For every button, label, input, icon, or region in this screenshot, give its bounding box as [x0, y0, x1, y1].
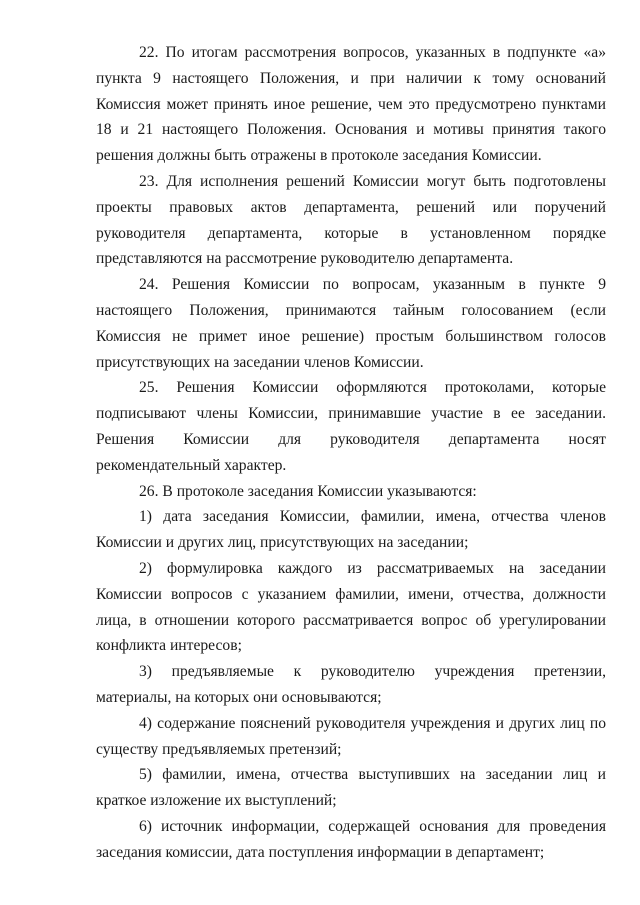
paragraph-23: 23. Для исполнения решений Комиссии могут быть подготовлены проекты правовых актов департамента, решений или поручений руководителя департамента, которые в установленном порядке представляются на рассмотрение руководителю департамента.: [96, 172, 606, 268]
paragraph-22: 22. По итогам рассмотрения вопросов, указанных в подпункте «а» пункта 9 настоящего Положения, и при наличии к тому оснований Комиссия может принять иное решение, чем это предусмотрено пунктами 18 и 21 настоящего Положения. Основания и мотивы принятия такого решения должны быть отражены в протоколе заседания Комиссии.: [96, 44, 606, 165]
list-item-5: 5) фамилии, имена, отчества выступивших на заседании лиц и краткое изложение их выступлений;: [96, 766, 606, 810]
list-item-3: 3) предъявляемые к руководителю учреждения претензии, материалы, на которых они основываются;: [96, 663, 606, 706]
list-item-6: 6) источник информации, содержащей основания для проведения заседания комиссии, дата поступления информации в департамент;: [96, 817, 606, 861]
paragraph-25: 25. Решения Комиссии оформляются протоколами, которые подписывают члены Комиссии, принимавшие участие в ее заседании. Решения Комиссии для руководителя департамента носят рекомендательный характер.: [96, 379, 606, 474]
list-item-4: 4) содержание пояснений руководителя учреждения и других лиц по существу предъявляемых претензий;: [96, 714, 606, 758]
paragraph-26: 26. В протоколе заседания Комиссии указываются:: [139, 482, 477, 500]
list-item-1: 1) дата заседания Комиссии, фамилии, имена, отчества членов Комиссии и других лиц, присутствующих на заседании;: [96, 508, 606, 552]
document-body: [96, 40, 606, 866]
list-item-2: 2) формулировка каждого из рассматриваемых на заседании Комиссии вопросов с указанием фамилии, имени, отчества, должности лица, в отношении которого рассматривается вопрос об урегулировании конфликта интересов;: [96, 559, 606, 655]
paragraph-24: 24. Решения Комиссии по вопросам, указанным в пункте 9 настоящего Положения, принимаются тайным голосованием (если Комиссия не примет иное решение) простым большинством голосов присутствующих на заседании членов Комиссии.: [96, 276, 606, 371]
